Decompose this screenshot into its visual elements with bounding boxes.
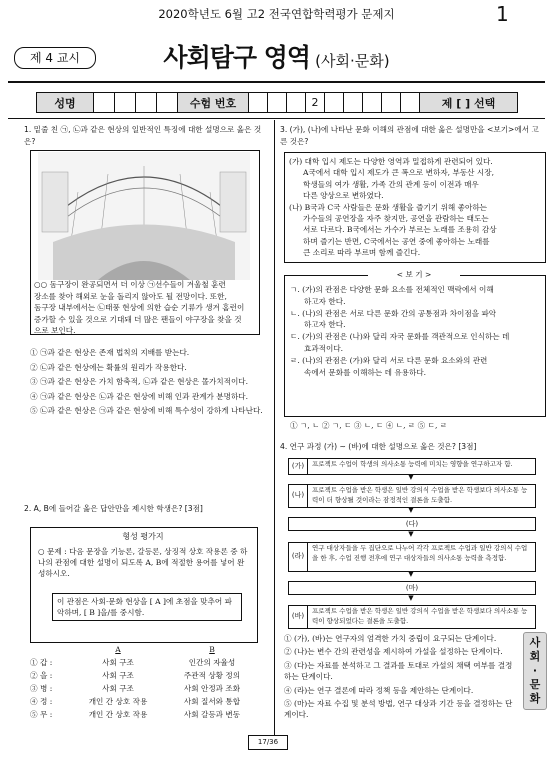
q4-step-tag: (라): [289, 543, 308, 571]
name-cell[interactable]: [115, 93, 136, 112]
q4-step-text: 프로젝트 수업을 받은 학생은 일반 강의식 수업을 받은 학생보다 의사소통 능력이 향상되었다는 결론을 도출함.: [312, 607, 528, 625]
down-arrow-icon: ▼: [408, 594, 414, 602]
q2-row[interactable]: [30, 669, 262, 682]
q2-row-b: 인간의 자율성: [188, 658, 236, 667]
footer-page: 17: [257, 738, 267, 746]
exam-no-cell[interactable]: [401, 93, 420, 112]
q2-inner-box: 이 관점은 사회·문화 현상을 [ A ]에 초점을 맞추어 파악하며, [ B ]을/를 중시함.: [52, 593, 242, 621]
side-tab-char: 사: [529, 636, 541, 649]
q4-step-text: 프로젝트 수업이 학생의 의사소통 능력에 미치는 영향을 연구하고자 함.: [312, 460, 513, 468]
subject-sub: (사회·문화): [315, 52, 390, 70]
name-cell[interactable]: [94, 93, 115, 112]
q3-bogi-line: 속에서 문화를 이해하는 데 유용하다.: [304, 367, 427, 377]
q3-options[interactable]: ① ㄱ, ㄴ ② ㄱ, ㄷ ③ ㄴ, ㄷ ④ ㄴ, ㄹ ⑤ ㄷ, ㄹ: [290, 421, 448, 430]
q3-bogi-label: < 보 기 >: [368, 269, 460, 281]
q4-step-text: 프로젝트 수업을 받은 학생은 일반 강의식 수업을 받은 학생보다 의사소통 능력이 더 향상될 것이라는 잠정적인 결론을 도출함.: [312, 486, 528, 504]
q3-bogi-line: 하고자 한다.: [304, 320, 346, 330]
period-badge: 제 4 교시: [14, 47, 96, 69]
q4-step-na: [288, 484, 536, 508]
q3-na-line: 서로 다르다. B국에서는 가수가 부르는 노래를 조용히 감상: [303, 225, 497, 235]
subject-main: 사회탐구 영역: [163, 43, 311, 72]
q2-question: ○ 문제 : 다음 문장을 기능론, 갈등론, 상징적 상호 작용론 중 하나의 관점에 대한 설명이 되도록 A, B에 적절한 용어를 넣어 완성하시오.: [38, 547, 248, 578]
q2-col-a: A: [115, 645, 121, 654]
q2-row-label: ② 을 :: [30, 671, 53, 680]
q2-eval-title: 형성 평가지: [122, 532, 164, 541]
q3-ga-line: A국에서 대학 입시 제도가 큰 폭으로 변하자, 부동산 시장,: [303, 168, 495, 178]
q3-bogi-line: 효과적이다.: [304, 343, 344, 353]
q3-na-line: (나) B국과 C국 사람들은 문화 생활을 즐기기 위해 좋아하는: [289, 202, 488, 212]
subject-title: [0, 38, 553, 74]
q3-bogi: [290, 284, 540, 378]
q1-option[interactable]: ④ ㉠과 같은 현상은 ㉡과 같은 현상에 비해 인과 관계가 분명하다.: [30, 391, 249, 401]
q1-option[interactable]: ⑤ ㉡과 같은 현상은 ㉠과 같은 현상에 비해 특수성이 강하게 나타난다.: [30, 406, 263, 416]
side-tab-char: ·: [532, 664, 538, 677]
q4-option[interactable]: ③ (다)는 자료를 분석하고 그 결과를 토대로 가설의 채택 여부를 결정하는 단계이다.: [284, 660, 513, 682]
q3-passage-box: [284, 152, 546, 263]
name-label: 성명: [37, 93, 94, 112]
q2-row-b: 사회 갈등과 변동: [183, 710, 241, 719]
exam-no-digit: 2: [306, 93, 325, 112]
q2-stem: 2. A, B에 들어갈 옳은 답안만을 제시한 학생은? [3점]: [24, 504, 203, 513]
q2-answer-table: [30, 645, 262, 721]
side-tab-char: 회: [529, 650, 541, 663]
q3-bogi-line: ㄱ. (가)의 관점은 다양한 문화 요소를 전체적인 맥락에서 이해: [290, 285, 494, 294]
q3-stem: 3. (가), (나)에 나타난 문화 이해의 관점에 대한 옳은 설명만을 <보기>에서 고른 것은?: [280, 125, 539, 146]
q1-passage-line: 으로 보인다.: [34, 326, 76, 336]
q4-option[interactable]: ④ (라)는 연구 결론에 따라 정책 등을 제안하는 단계이다.: [284, 685, 474, 695]
footer-page-number: 17/36: [248, 735, 288, 750]
name-cell[interactable]: [157, 93, 178, 112]
name-cell[interactable]: [136, 93, 157, 112]
q3-ga-line: 다른 양상으로 변하였다.: [303, 191, 384, 201]
exam-no-cell[interactable]: [382, 93, 401, 112]
q2-row-a: 사회 구조: [102, 684, 134, 693]
header-rule-thin: [8, 118, 545, 119]
stadium-illustration: [38, 152, 250, 280]
q1-option[interactable]: ① ㉠과 같은 현상은 존재 법칙의 지배를 받는다.: [30, 348, 190, 357]
q1-passage-line: 증가할 수 있을 것으로 기대돼 더 많은 팬들이 야구장을 찾을 것: [34, 314, 242, 324]
q2-col-b: B: [209, 645, 215, 654]
q4-step-ra: [288, 542, 536, 572]
header-rule: [8, 81, 545, 83]
q3-na-line: 가수들의 공연장을 자주 찾지만, 공연을 관람하는 태도는: [303, 214, 489, 224]
down-arrow-icon: ▼: [408, 506, 414, 514]
exam-no-cell[interactable]: [268, 93, 287, 112]
select-label: 제 [ ] 선택: [420, 93, 517, 112]
footer-total: 36: [269, 738, 279, 746]
q1-passage: [34, 279, 256, 337]
q2-row[interactable]: [30, 682, 262, 695]
info-bar: [36, 92, 518, 113]
q4-option[interactable]: ② (나)는 변수 간의 관련성을 제시하여 가설을 설정하는 단계이다.: [284, 647, 503, 657]
q4-step-tag: (가): [289, 459, 308, 474]
q3-na-line: 하며 즐기는 반면, C국에서는 공연 중에 좋아하는 노래를: [303, 236, 490, 246]
exam-no-cell[interactable]: [344, 93, 363, 112]
down-arrow-icon: ▼: [408, 530, 414, 538]
side-tab-char: 화: [529, 692, 541, 705]
q2-eval-box: [30, 527, 258, 643]
q1-passage-line: ○○ 돔구장이 완공되면서 더 이상 ㉠선수들이 겨울철 훈련: [34, 280, 226, 289]
q2-row-b: 주관적 상황 정의: [183, 671, 241, 680]
q2-row-label: ③ 병 :: [30, 684, 53, 693]
page-number: 1: [496, 2, 509, 26]
exam-no-cell[interactable]: [363, 93, 382, 112]
q4-stem: 4. 연구 과정 (가) ~ (바)에 대한 설명으로 옳은 것은? [3점]: [280, 442, 477, 451]
column-divider: [274, 120, 275, 735]
q2-row-b: 사회 안정과 조화: [183, 684, 241, 693]
q1-stem: 1. 밑줄 친 ㉠, ㉡과 같은 현상의 일반적인 특징에 대한 설명으로 옳은 것은?: [24, 125, 262, 146]
exam-no-cell[interactable]: [325, 93, 344, 112]
q4-step-text: 연구 대상자들을 두 집단으로 나누어 각각 프로젝트 수업과 일반 강의식 수업을 한 후, 수업 진행 전후에 연구 대상자들의 의사소통 능력을 측정함.: [312, 544, 528, 562]
q3-ga-line: 학생들의 여가 생활, 가족 간의 관계 등이 이전과 매우: [303, 179, 479, 189]
q1-passage-line: 돔구장 내부에서는 ㉡태풍 현상에 의한 습순 기류가 생겨 홈런이: [34, 303, 245, 313]
q3-na-line: 큰 소리로 따라 부르며 함께 즐긴다.: [303, 248, 421, 258]
q2-row-a: 사회 구조: [102, 671, 134, 680]
q2-row[interactable]: [30, 656, 262, 669]
q3-bogi-line: 하고자 한다.: [304, 296, 346, 306]
q2-row-b: 사회 질서와 통합: [183, 697, 241, 706]
q2-row-a: 개인 간 상호 작용: [88, 697, 148, 706]
q2-row-label: ④ 정 :: [30, 697, 53, 706]
q2-row[interactable]: [30, 708, 262, 721]
q2-row-label: ⑤ 무 :: [30, 710, 53, 719]
q2-row-a: 사회 구조: [102, 658, 134, 667]
q2-row-a: 개인 간 상호 작용: [88, 710, 148, 719]
exam-no-label: 수험 번호: [178, 93, 249, 112]
q2-row[interactable]: [30, 695, 262, 708]
q1-options: [30, 347, 266, 417]
q3-bogi-line: ㄹ. (나)의 관점은 (가)와 달리 서로 다른 문화 요소와의 관련: [290, 355, 488, 365]
subject-side-tab: [523, 632, 547, 710]
q4-option[interactable]: ① (가), (바)는 연구자의 엄격한 가치 중립이 요구되는 단계이다.: [284, 634, 497, 643]
q4-step-ba: [288, 605, 536, 629]
down-arrow-icon: ▼: [408, 570, 414, 578]
q3-bogi-line: ㄴ. (나)의 관점은 서로 다른 문화 간의 공통점과 차이점을 파악: [290, 308, 497, 318]
q4-step-tag: (나): [289, 485, 308, 507]
q3-bogi-line: ㄷ. (가)의 관점은 (나)와 달리 자국 문화를 객관적으로 인식하는 데: [290, 332, 510, 342]
q1-option[interactable]: ③ ㉠과 같은 현상은 가치 함축적, ㉡과 같은 현상은 몰가치적이다.: [30, 377, 249, 387]
exam-no-cell[interactable]: [287, 93, 306, 112]
q2-row-label: ① 갑 :: [30, 658, 53, 667]
q4-step-da: (다): [288, 517, 536, 531]
q1-passage-line: 장소를 찾아 해외로 눈을 돌리지 않아도 될 전망이다. 또한,: [34, 291, 227, 301]
q1-option[interactable]: ② ㉡과 같은 현상에는 확률의 원리가 작용한다.: [30, 362, 187, 372]
exam-no-cell[interactable]: [249, 93, 268, 112]
q4-options: [284, 633, 516, 721]
side-tab-char: 문: [529, 678, 541, 691]
q3-ga-line: (가) 대학 입시 제도는 다양한 영역과 밀접하게 관련되어 있다.: [289, 157, 493, 166]
q4-step-ma: (마): [288, 581, 536, 595]
q4-step-tag: (바): [289, 606, 308, 628]
q4-option[interactable]: ⑤ (마)는 자료 수집 및 분석 방법, 연구 대상과 기간 등을 결정하는 단계이다.: [284, 699, 513, 720]
down-arrow-icon: ▼: [408, 473, 414, 481]
exam-title: 2020학년도 6월 고2 전국연합학력평가 문제지: [158, 7, 395, 21]
